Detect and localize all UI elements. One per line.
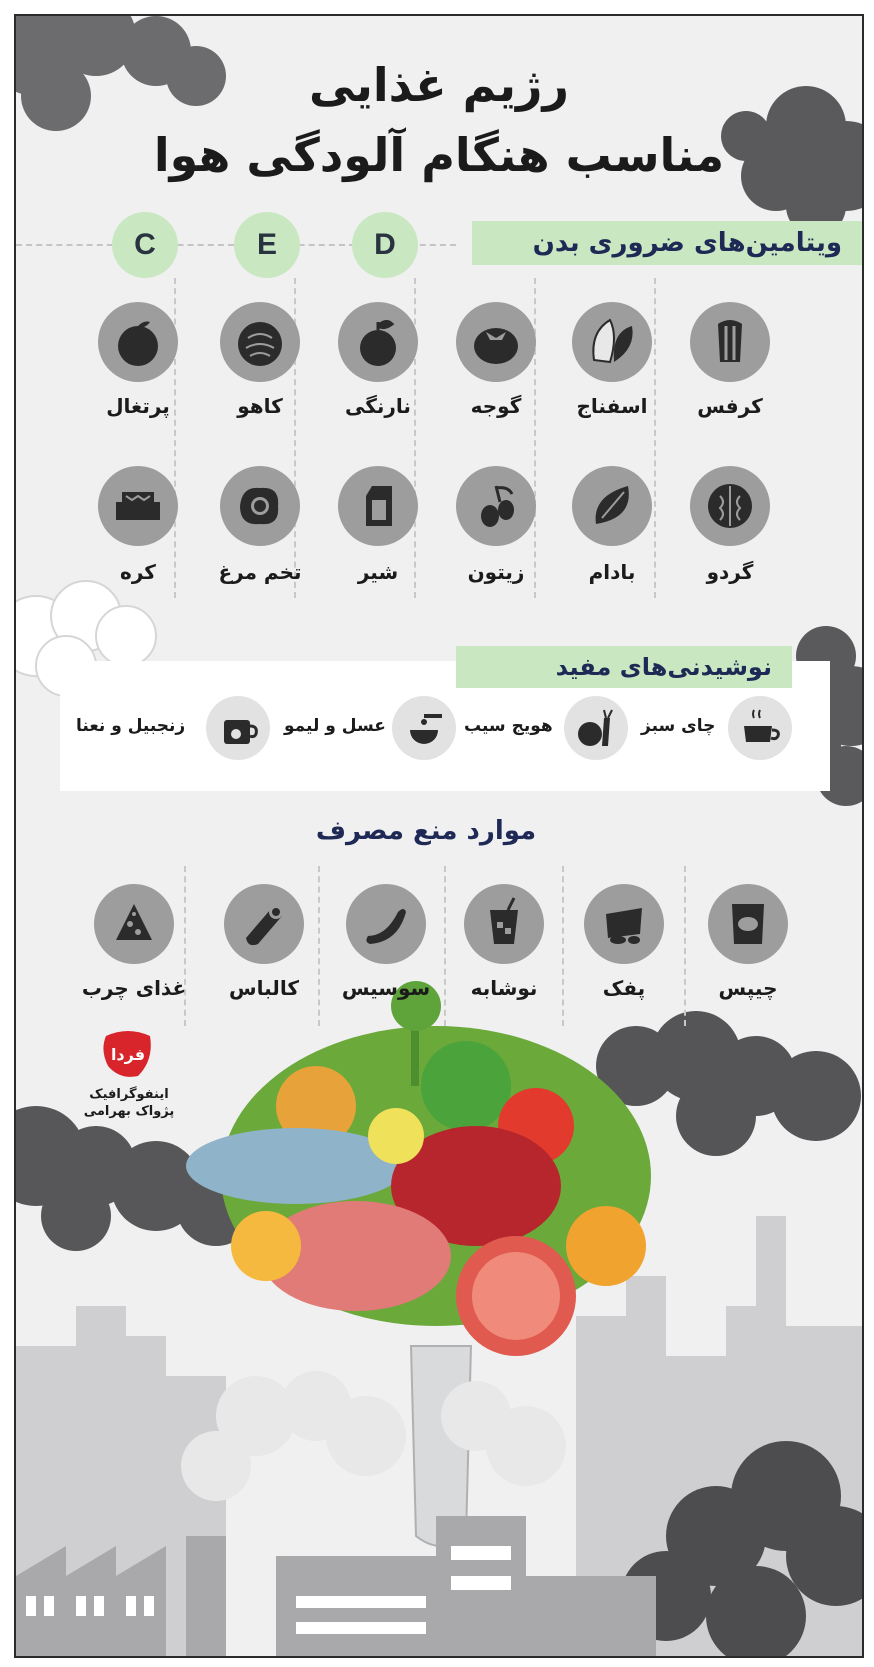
credit-line2: پژواک بهرامی [83,1104,175,1119]
apple-carrot-icon [564,696,628,760]
drink-label: چای سبز [641,716,716,736]
banned-label: نوشابه [470,976,538,1000]
food-label: شیر [357,560,399,584]
credit-line1: اینفوگرافیک [89,1087,169,1102]
food-label: کاهو [237,394,283,418]
food-pile-illustration [186,981,651,1356]
tomato-icon [456,302,536,382]
food-label: بادام [588,560,636,584]
egg-icon [220,466,300,546]
grid-separator [654,278,656,598]
grid-separator [562,866,564,1026]
butter-icon [98,466,178,546]
banned-label: کالباس [229,976,299,1000]
brand-logo-text: فردا [110,1045,146,1064]
food-label: تخم مرغ [218,560,302,584]
vitamin-badge-d: D [352,212,418,278]
food-label: کرفس [697,394,763,418]
vitamin-badge-c: C [112,212,178,278]
banned-label: سوسیس [341,976,431,1000]
chips-icon [708,884,788,964]
drinks-heading: نوشیدنی‌های مفید [456,646,792,688]
food-label: گردو [706,560,754,584]
vitamins-heading: ویتامین‌های ضروری بدن [472,221,862,265]
vitamin-badge-e: E [234,212,300,278]
orange-icon [98,302,178,382]
food-label: اسفناج [576,394,648,418]
banned-heading: موارد منع مصرف [315,816,537,846]
greasy-food-icon [94,884,174,964]
grid-separator [444,866,446,1026]
grid-separator [184,866,186,1026]
banned-label: چیپس [718,976,778,1000]
sausage-icon [346,884,426,964]
food-label: نارنگی [345,394,411,418]
almond-icon [572,466,652,546]
banned-label: پفک [602,976,646,1000]
celery-icon [690,302,770,382]
drink-label: عسل و لیمو [284,716,386,736]
page-title-line2: مناسب هنگام آلودگی هوا [153,128,725,182]
food-label: پرتغال [106,394,170,418]
page-title-line1: رژیم غذایی [309,58,569,112]
drink-label: هویج سیب [464,716,553,736]
drink-label: زنجبیل و نعنا [76,716,186,736]
food-label: کره [120,560,156,584]
lettuce-icon [220,302,300,382]
olive-icon [456,466,536,546]
ginger-mint-icon [206,696,270,760]
walnut-icon [690,466,770,546]
soda-icon [464,884,544,964]
food-label: گوجه [470,394,522,418]
brand-logo [100,1026,156,1082]
brand-credit [74,1086,184,1120]
milk-icon [338,466,418,546]
salami-icon [224,884,304,964]
food-label: زیتون [467,560,525,584]
grid-separator [318,866,320,1026]
puffs-icon [584,884,664,964]
grid-separator [684,866,686,1026]
infographic-frame [14,14,864,1658]
tea-cup-icon [728,696,792,760]
smoke-white-bottom [181,1371,566,1501]
banned-label: غذای چرب [81,976,187,1000]
spinach-icon [572,302,652,382]
tangerine-icon [338,302,418,382]
honey-lemon-icon [392,696,456,760]
